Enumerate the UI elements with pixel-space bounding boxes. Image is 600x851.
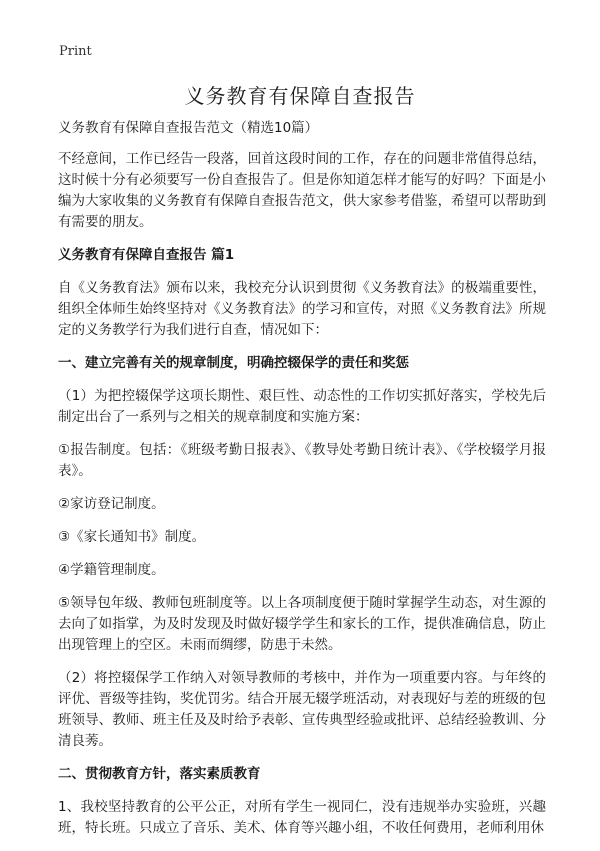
part1-paragraph-2: （2）将控辍保学工作纳入对领导教师的考核中，并作为一项重要内容。与年终的评优、晋级等挂钩，奖优罚劣。结合开展无辍学班活动，对表现好与差的班级的包班领导、教师、班主任及及时给予表彰、宣传典型经验或批评、总结经验教训、分清良莠。 [58,670,546,749]
part1-item-5: ⑤领导包年级、教师包班制度等。以上各项制度便于随时掌握学生动态，对生源的去向了如指掌，为及时发现及时做好辍学学生和家长的工作，提供准确信息，防止出现管理上的空区。未雨而绸缪，防患于未然。 [58,595,546,653]
part2-heading: 二、贯彻教育方针，落实素质教育 [58,766,261,782]
section-heading: 义务教育有保障自查报告 篇1 [58,247,235,263]
section-intro-paragraph: 自《义务教育法》颁布以来，我校充分认识到贯彻《义务教育法》的极端重要性，组织全体师生始终坚持对《义务教育法》的学习和宣传，对照《义务教育法》所规定的义务教学行为我们进行自查，情况如下： [58,280,546,338]
document-body [58,118,546,851]
part1-item-1: ①报告制度。包括：《班级考勤日报表》、《教导处考勤日统计表》、《学校辍学月报表》。 [58,442,546,479]
part2-paragraph-1: 1、我校坚持教育的公平公正，对所有学生一视同仁，没有违规举办实验班，兴趣班，特长班。只成立了音乐、美术、体育等兴趣小组，不收任何费用，老师利用休 [58,799,546,836]
part1-heading: 一、建立完善有关的规章制度，明确控辍保学的责任和奖惩 [58,355,409,371]
document-title: 义务教育有保障自查报告 [184,84,416,108]
part1-item-3: ③《家长通知书》制度。 [58,529,206,545]
part1-paragraph-1: （1）为把控辍保学这项长期性、艰巨性、动态性的工作切实抓好落实，学校先后制定出台了一系列与之相关的规章制度和实施方案： [58,388,546,425]
part1-item-4: ④学籍管理制度。 [58,562,165,578]
intro-paragraph: 不经意间，工作已经告一段落，回首这段时间的工作，存在的问题非常值得总结，这时候十分有必须要写一份自查报告了。但是你知道怎样才能写的好吗？下面是小编为大家收集的义务教育有保障自查报告范文，供大家参考借鉴，希望可以帮助到有需要的朋友。 [58,151,546,230]
print-link[interactable]: Print [59,44,92,59]
document-subtitle: 义务教育有保障自查报告范文（精选10篇） [58,120,319,136]
part1-item-2: ②家访登记制度。 [58,496,165,512]
